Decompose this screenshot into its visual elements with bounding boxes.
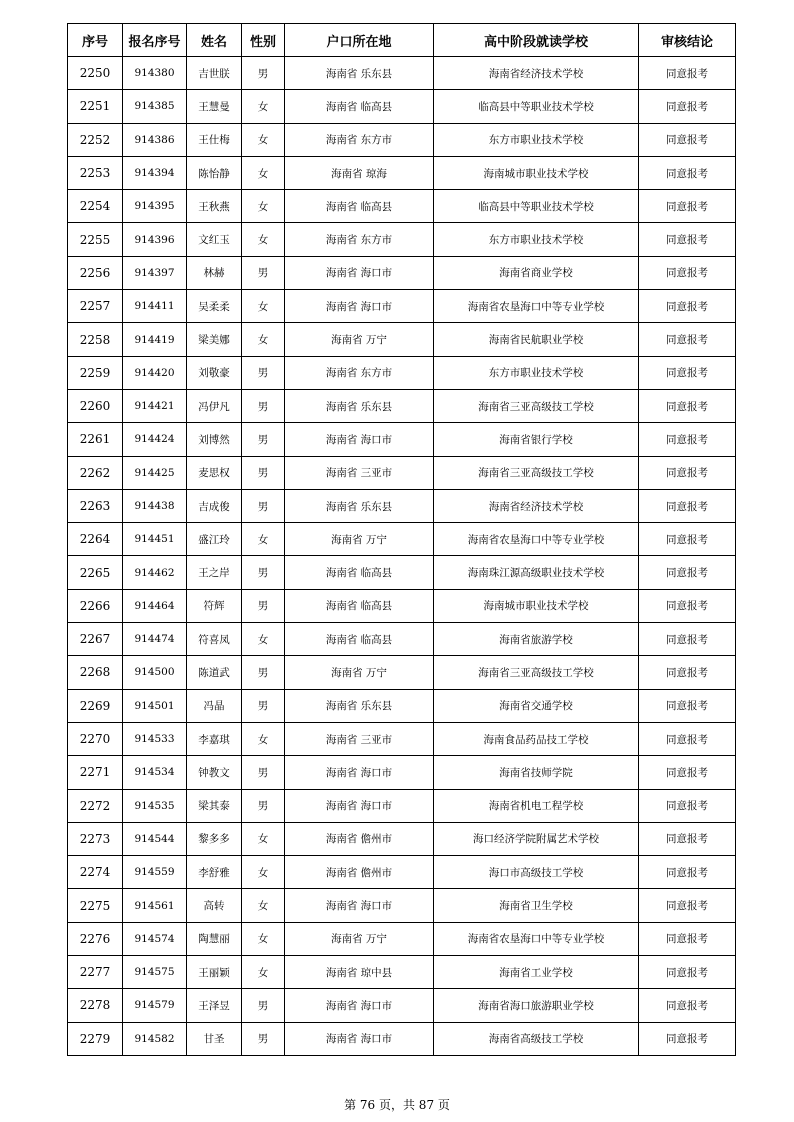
cell-gender: 男 xyxy=(242,589,285,622)
cell-school: 海南省民航职业学校 xyxy=(434,323,639,356)
cell-reg-no: 914421 xyxy=(123,389,187,422)
cell-result: 同意报考 xyxy=(639,356,736,389)
cell-result: 同意报考 xyxy=(639,656,736,689)
cell-result: 同意报考 xyxy=(639,523,736,556)
cell-reg-no: 914582 xyxy=(123,1022,187,1055)
cell-name: 王秋燕 xyxy=(187,190,242,223)
cell-gender: 男 xyxy=(242,756,285,789)
cell-name: 李舒雅 xyxy=(187,856,242,889)
cell-reg-no: 914474 xyxy=(123,623,187,656)
table-row xyxy=(68,290,736,323)
cell-gender: 女 xyxy=(242,822,285,855)
cell-name: 文红玉 xyxy=(187,223,242,256)
cell-gender: 女 xyxy=(242,889,285,922)
cell-school: 海南省旅游学校 xyxy=(434,623,639,656)
cell-reg-no: 914575 xyxy=(123,956,187,989)
cell-gender: 女 xyxy=(242,323,285,356)
cell-school: 海南省卫生学校 xyxy=(434,889,639,922)
cell-gender: 女 xyxy=(242,190,285,223)
cell-gender: 男 xyxy=(242,423,285,456)
cell-gender: 女 xyxy=(242,956,285,989)
cell-seq: 2268 xyxy=(68,656,123,689)
cell-result: 同意报考 xyxy=(639,90,736,123)
cell-school: 海南省机电工程学校 xyxy=(434,789,639,822)
cell-seq: 2257 xyxy=(68,290,123,323)
cell-hukou: 海南省 万宁 xyxy=(285,323,434,356)
cell-result: 同意报考 xyxy=(639,323,736,356)
cell-school: 东方市职业技术学校 xyxy=(434,356,639,389)
cell-name: 陈道武 xyxy=(187,656,242,689)
cell-gender: 女 xyxy=(242,90,285,123)
cell-gender: 男 xyxy=(242,1022,285,1055)
cell-reg-no: 914397 xyxy=(123,256,187,289)
table-row xyxy=(68,523,736,556)
cell-reg-no: 914396 xyxy=(123,223,187,256)
table-row xyxy=(68,256,736,289)
cell-reg-no: 914533 xyxy=(123,722,187,755)
cell-hukou: 海南省 临高县 xyxy=(285,556,434,589)
cell-name: 刘敬豪 xyxy=(187,356,242,389)
cell-reg-no: 914380 xyxy=(123,57,187,90)
cell-name: 吴柔柔 xyxy=(187,290,242,323)
cell-reg-no: 914425 xyxy=(123,456,187,489)
cell-school: 海南省商业学校 xyxy=(434,256,639,289)
cell-school: 海南城市职业技术学校 xyxy=(434,156,639,189)
cell-seq: 2271 xyxy=(68,756,123,789)
cell-gender: 男 xyxy=(242,356,285,389)
cell-reg-no: 914535 xyxy=(123,789,187,822)
cell-result: 同意报考 xyxy=(639,57,736,90)
cell-seq: 2259 xyxy=(68,356,123,389)
cell-hukou: 海南省 临高县 xyxy=(285,589,434,622)
cell-hukou: 海南省 临高县 xyxy=(285,90,434,123)
cell-name: 王仕梅 xyxy=(187,123,242,156)
table-row xyxy=(68,57,736,90)
table-row xyxy=(68,223,736,256)
table-row xyxy=(68,456,736,489)
cell-school: 临高县中等职业技术学校 xyxy=(434,90,639,123)
table-row xyxy=(68,789,736,822)
cell-name: 冯伊凡 xyxy=(187,389,242,422)
cell-reg-no: 914559 xyxy=(123,856,187,889)
cell-gender: 女 xyxy=(242,856,285,889)
cell-hukou: 海南省 乐东县 xyxy=(285,489,434,522)
cell-name: 王泽昱 xyxy=(187,989,242,1022)
cell-reg-no: 914574 xyxy=(123,922,187,955)
cell-seq: 2278 xyxy=(68,989,123,1022)
cell-seq: 2254 xyxy=(68,190,123,223)
cell-reg-no: 914579 xyxy=(123,989,187,1022)
table-row xyxy=(68,123,736,156)
cell-hukou: 海南省 乐东县 xyxy=(285,389,434,422)
cell-gender: 女 xyxy=(242,156,285,189)
header-reg-no: 报名序号 xyxy=(123,24,187,57)
table-row xyxy=(68,889,736,922)
cell-hukou: 海南省 乐东县 xyxy=(285,689,434,722)
cell-seq: 2275 xyxy=(68,889,123,922)
cell-gender: 男 xyxy=(242,489,285,522)
cell-result: 同意报考 xyxy=(639,589,736,622)
cell-hukou: 海南省 琼海 xyxy=(285,156,434,189)
table-row xyxy=(68,389,736,422)
cell-hukou: 海南省 海口市 xyxy=(285,423,434,456)
cell-reg-no: 914424 xyxy=(123,423,187,456)
cell-result: 同意报考 xyxy=(639,456,736,489)
cell-reg-no: 914419 xyxy=(123,323,187,356)
cell-name: 王之岸 xyxy=(187,556,242,589)
table-row xyxy=(68,156,736,189)
header-seq: 序号 xyxy=(68,24,123,57)
cell-name: 黎多多 xyxy=(187,822,242,855)
cell-gender: 男 xyxy=(242,57,285,90)
cell-result: 同意报考 xyxy=(639,956,736,989)
cell-school: 海南省经济技术学校 xyxy=(434,57,639,90)
cell-gender: 女 xyxy=(242,922,285,955)
cell-school: 东方市职业技术学校 xyxy=(434,123,639,156)
cell-reg-no: 914501 xyxy=(123,689,187,722)
cell-name: 麦思权 xyxy=(187,456,242,489)
table-row xyxy=(68,922,736,955)
table-row xyxy=(68,190,736,223)
cell-hukou: 海南省 海口市 xyxy=(285,1022,434,1055)
cell-reg-no: 914464 xyxy=(123,589,187,622)
cell-seq: 2258 xyxy=(68,323,123,356)
cell-result: 同意报考 xyxy=(639,290,736,323)
cell-result: 同意报考 xyxy=(639,922,736,955)
cell-reg-no: 914462 xyxy=(123,556,187,589)
cell-hukou: 海南省 乐东县 xyxy=(285,57,434,90)
cell-name: 刘博然 xyxy=(187,423,242,456)
cell-school: 海南省农垦海口中等专业学校 xyxy=(434,523,639,556)
cell-result: 同意报考 xyxy=(639,256,736,289)
cell-hukou: 海南省 海口市 xyxy=(285,756,434,789)
cell-name: 冯晶 xyxy=(187,689,242,722)
table-row xyxy=(68,856,736,889)
cell-seq: 2255 xyxy=(68,223,123,256)
cell-seq: 2269 xyxy=(68,689,123,722)
cell-gender: 女 xyxy=(242,290,285,323)
header-gender: 性别 xyxy=(242,24,285,57)
cell-school: 海南省海口旅游职业学校 xyxy=(434,989,639,1022)
cell-name: 高转 xyxy=(187,889,242,922)
cell-seq: 2274 xyxy=(68,856,123,889)
cell-school: 海南省农垦海口中等专业学校 xyxy=(434,290,639,323)
cell-hukou: 海南省 万宁 xyxy=(285,922,434,955)
cell-gender: 女 xyxy=(242,722,285,755)
cell-seq: 2276 xyxy=(68,922,123,955)
cell-hukou: 海南省 海口市 xyxy=(285,256,434,289)
cell-school: 海南省农垦海口中等专业学校 xyxy=(434,922,639,955)
cell-gender: 男 xyxy=(242,256,285,289)
cell-hukou: 海南省 临高县 xyxy=(285,190,434,223)
cell-name: 梁其泰 xyxy=(187,789,242,822)
cell-name: 符喜凤 xyxy=(187,623,242,656)
cell-seq: 2272 xyxy=(68,789,123,822)
cell-hukou: 海南省 海口市 xyxy=(285,789,434,822)
cell-result: 同意报考 xyxy=(639,989,736,1022)
table-row xyxy=(68,822,736,855)
table-row xyxy=(68,423,736,456)
cell-gender: 男 xyxy=(242,556,285,589)
cell-hukou: 海南省 万宁 xyxy=(285,523,434,556)
cell-result: 同意报考 xyxy=(639,722,736,755)
cell-reg-no: 914420 xyxy=(123,356,187,389)
cell-seq: 2265 xyxy=(68,556,123,589)
cell-name: 吉成俊 xyxy=(187,489,242,522)
table-header-row xyxy=(68,24,736,57)
cell-hukou: 海南省 临高县 xyxy=(285,623,434,656)
cell-hukou: 海南省 三亚市 xyxy=(285,456,434,489)
cell-name: 吉世朕 xyxy=(187,57,242,90)
cell-seq: 2279 xyxy=(68,1022,123,1055)
cell-name: 甘圣 xyxy=(187,1022,242,1055)
cell-result: 同意报考 xyxy=(639,123,736,156)
cell-seq: 2251 xyxy=(68,90,123,123)
cell-hukou: 海南省 东方市 xyxy=(285,223,434,256)
cell-gender: 女 xyxy=(242,123,285,156)
cell-gender: 男 xyxy=(242,656,285,689)
cell-school: 海口经济学院附属艺术学校 xyxy=(434,822,639,855)
table-row xyxy=(68,722,736,755)
cell-seq: 2262 xyxy=(68,456,123,489)
cell-hukou: 海南省 儋州市 xyxy=(285,856,434,889)
page-number: 第 76 页，共 87 页 xyxy=(344,1098,450,1112)
table-row xyxy=(68,756,736,789)
cell-result: 同意报考 xyxy=(639,423,736,456)
cell-gender: 女 xyxy=(242,623,285,656)
cell-seq: 2264 xyxy=(68,523,123,556)
cell-hukou: 海南省 海口市 xyxy=(285,889,434,922)
cell-name: 王丽颖 xyxy=(187,956,242,989)
cell-name: 王慧曼 xyxy=(187,90,242,123)
cell-school: 海南省经济技术学校 xyxy=(434,489,639,522)
table-row xyxy=(68,489,736,522)
cell-result: 同意报考 xyxy=(639,689,736,722)
cell-name: 陶慧丽 xyxy=(187,922,242,955)
cell-school: 海南城市职业技术学校 xyxy=(434,589,639,622)
cell-reg-no: 914411 xyxy=(123,290,187,323)
table-row xyxy=(68,589,736,622)
cell-seq: 2273 xyxy=(68,822,123,855)
cell-seq: 2277 xyxy=(68,956,123,989)
cell-school: 海南省三亚高级技工学校 xyxy=(434,656,639,689)
cell-hukou: 海南省 万宁 xyxy=(285,656,434,689)
cell-gender: 男 xyxy=(242,789,285,822)
cell-seq: 2253 xyxy=(68,156,123,189)
cell-school: 海南食品药品技工学校 xyxy=(434,722,639,755)
cell-result: 同意报考 xyxy=(639,389,736,422)
cell-reg-no: 914561 xyxy=(123,889,187,922)
cell-school: 东方市职业技术学校 xyxy=(434,223,639,256)
cell-gender: 女 xyxy=(242,523,285,556)
cell-hukou: 海南省 海口市 xyxy=(285,989,434,1022)
cell-school: 海南省三亚高级技工学校 xyxy=(434,389,639,422)
table-row xyxy=(68,1022,736,1055)
cell-result: 同意报考 xyxy=(639,190,736,223)
table-row xyxy=(68,90,736,123)
table-row xyxy=(68,356,736,389)
cell-name: 李嘉琪 xyxy=(187,722,242,755)
cell-school: 海南省交通学校 xyxy=(434,689,639,722)
cell-result: 同意报考 xyxy=(639,756,736,789)
table-row xyxy=(68,556,736,589)
cell-result: 同意报考 xyxy=(639,822,736,855)
cell-name: 钟教文 xyxy=(187,756,242,789)
cell-result: 同意报考 xyxy=(639,789,736,822)
cell-name: 梁美娜 xyxy=(187,323,242,356)
cell-result: 同意报考 xyxy=(639,1022,736,1055)
cell-hukou: 海南省 儋州市 xyxy=(285,822,434,855)
cell-result: 同意报考 xyxy=(639,156,736,189)
table-row xyxy=(68,956,736,989)
cell-reg-no: 914394 xyxy=(123,156,187,189)
cell-hukou: 海南省 东方市 xyxy=(285,356,434,389)
cell-result: 同意报考 xyxy=(639,489,736,522)
cell-reg-no: 914544 xyxy=(123,822,187,855)
cell-name: 盛江玲 xyxy=(187,523,242,556)
cell-school: 海南省技师学院 xyxy=(434,756,639,789)
header-school: 高中阶段就读学校 xyxy=(434,24,639,57)
cell-result: 同意报考 xyxy=(639,856,736,889)
cell-hukou: 海南省 琼中县 xyxy=(285,956,434,989)
cell-name: 林赫 xyxy=(187,256,242,289)
cell-gender: 男 xyxy=(242,989,285,1022)
cell-seq: 2252 xyxy=(68,123,123,156)
cell-reg-no: 914386 xyxy=(123,123,187,156)
cell-reg-no: 914385 xyxy=(123,90,187,123)
cell-seq: 2250 xyxy=(68,57,123,90)
cell-hukou: 海南省 东方市 xyxy=(285,123,434,156)
cell-result: 同意报考 xyxy=(639,223,736,256)
cell-gender: 男 xyxy=(242,456,285,489)
cell-seq: 2267 xyxy=(68,623,123,656)
cell-school: 海南省工业学校 xyxy=(434,956,639,989)
cell-school: 海南省银行学校 xyxy=(434,423,639,456)
table-row xyxy=(68,656,736,689)
cell-school: 海口市高级技工学校 xyxy=(434,856,639,889)
cell-seq: 2261 xyxy=(68,423,123,456)
cell-seq: 2263 xyxy=(68,489,123,522)
table-row xyxy=(68,989,736,1022)
cell-name: 符辉 xyxy=(187,589,242,622)
table-row xyxy=(68,689,736,722)
cell-result: 同意报考 xyxy=(639,556,736,589)
cell-gender: 女 xyxy=(242,223,285,256)
header-hukou: 户口所在地 xyxy=(285,24,434,57)
cell-school: 海南珠江源高级职业技术学校 xyxy=(434,556,639,589)
cell-reg-no: 914451 xyxy=(123,523,187,556)
cell-seq: 2266 xyxy=(68,589,123,622)
cell-gender: 男 xyxy=(242,389,285,422)
cell-reg-no: 914438 xyxy=(123,489,187,522)
cell-school: 海南省三亚高级技工学校 xyxy=(434,456,639,489)
cell-reg-no: 914534 xyxy=(123,756,187,789)
header-name: 姓名 xyxy=(187,24,242,57)
cell-result: 同意报考 xyxy=(639,889,736,922)
cell-hukou: 海南省 三亚市 xyxy=(285,722,434,755)
roster-table xyxy=(67,23,736,1056)
cell-gender: 男 xyxy=(242,689,285,722)
cell-seq: 2256 xyxy=(68,256,123,289)
header-result: 审核结论 xyxy=(639,24,736,57)
cell-school: 海南省高级技工学校 xyxy=(434,1022,639,1055)
table-row xyxy=(68,623,736,656)
table-row xyxy=(68,323,736,356)
cell-name: 陈怡静 xyxy=(187,156,242,189)
cell-seq: 2260 xyxy=(68,389,123,422)
cell-school: 临高县中等职业技术学校 xyxy=(434,190,639,223)
cell-reg-no: 914500 xyxy=(123,656,187,689)
cell-seq: 2270 xyxy=(68,722,123,755)
cell-hukou: 海南省 海口市 xyxy=(285,290,434,323)
cell-reg-no: 914395 xyxy=(123,190,187,223)
cell-result: 同意报考 xyxy=(639,623,736,656)
